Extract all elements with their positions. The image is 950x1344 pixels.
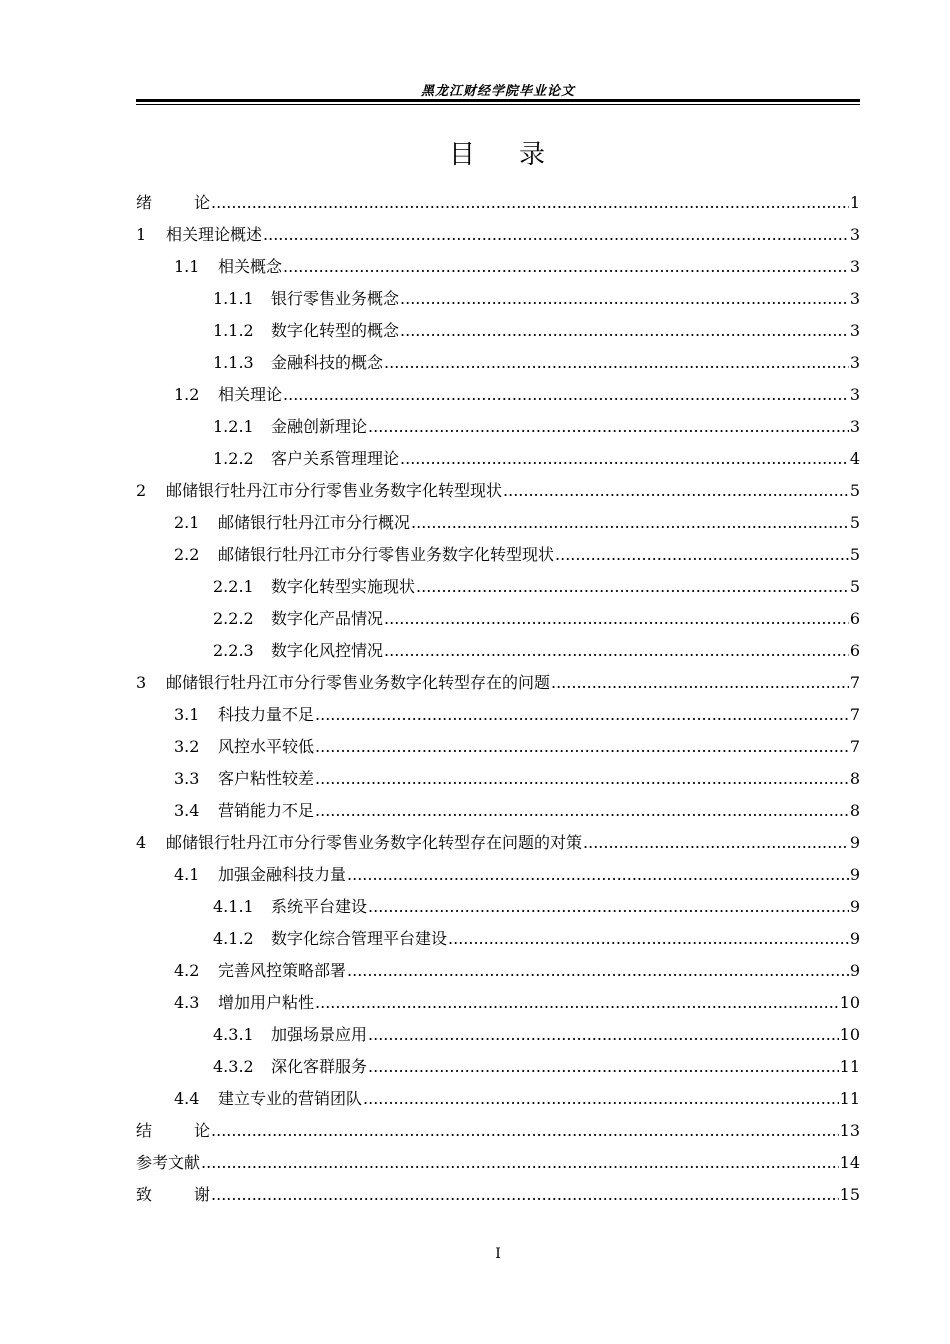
toc-entry-page: 5 [849,577,860,596]
toc-leader-dots [315,993,839,1012]
toc-entry-page: 9 [849,897,860,916]
toc-entry-page: 8 [849,769,860,788]
toc-entry-page: 8 [849,801,860,820]
toc-entry-page: 15 [839,1185,860,1204]
toc-entry-label: 相关概念 [218,257,283,276]
toc-entry-page: 14 [839,1153,860,1172]
toc-entry-label: 深化客群服务 [271,1057,368,1076]
toc-entry-label: 邮储银行牡丹江市分行零售业务数字化转型存在问题的对策 [166,833,583,852]
toc-entry-label: 绪 论 [136,193,211,212]
toc-leader-dots [315,801,849,820]
toc-entry[interactable] [136,798,860,830]
toc-leader-dots [448,929,849,948]
toc-leader-dots [283,385,849,404]
toc-entry-number: 1.1.2 [213,321,254,340]
toc-entry[interactable] [136,542,860,574]
toc-leader-dots [211,1185,839,1204]
toc-entry-label: 数字化转型实施现状 [271,577,416,596]
toc-leader-dots [363,1089,839,1108]
toc-entry-number: 4.4 [174,1089,200,1108]
toc-entry-label: 数字化产品情况 [271,609,384,628]
toc-entry-label: 参考文献 [136,1153,201,1172]
toc-entry[interactable] [136,1054,860,1086]
toc-entry-label: 客户粘性较差 [218,769,315,788]
header-rule-thick [136,99,860,102]
page-header [136,78,860,106]
toc-leader-dots [201,1153,839,1172]
toc-entry-number: 3.2 [174,737,200,756]
toc-entry[interactable] [136,478,860,510]
toc-leader-dots [368,1025,839,1044]
toc-entry-label: 营销能力不足 [218,801,315,820]
toc-leader-dots [211,1121,839,1140]
toc-leader-dots [347,961,849,980]
toc-entry-page: 10 [839,993,860,1012]
toc-entry-number: 3.4 [174,801,200,820]
toc-entry-number: 4.3.1 [213,1025,254,1044]
toc-entry-number: 2.2.3 [213,641,254,660]
toc-entry-page: 5 [849,545,860,564]
toc-entry-page: 9 [849,961,860,980]
toc-leader-dots [416,577,849,596]
toc-entry[interactable] [136,990,860,1022]
toc-entry-label: 邮储银行牡丹江市分行零售业务数字化转型现状 [218,545,555,564]
toc-entry-number: 1 [136,225,147,244]
toc-leader-dots [263,225,849,244]
toc-leader-dots [315,737,849,756]
toc-entry-label: 完善风控策略部署 [218,961,347,980]
toc-entry[interactable] [136,1118,860,1150]
toc-entry-number: 2.1 [174,513,200,532]
toc-entry-page: 3 [849,225,860,244]
toc-entry-number: 2.2 [174,545,200,564]
toc-entry[interactable] [136,190,860,222]
toc-entry[interactable] [136,286,860,318]
toc-entry-page: 6 [849,609,860,628]
toc-entry-page: 9 [849,833,860,852]
toc-entry-label: 建立专业的营销团队 [218,1089,363,1108]
toc-entry-page: 13 [839,1121,860,1140]
toc-entry[interactable] [136,1086,860,1118]
toc-entry-page: 3 [849,417,860,436]
toc-leader-dots [315,769,849,788]
page-number: I [495,1246,501,1262]
toc-entry-number: 4.1.2 [213,929,254,948]
toc-entry-page: 9 [849,929,860,948]
toc-leader-dots [384,353,849,372]
toc-entry[interactable] [136,446,860,478]
toc-leader-dots [503,481,849,500]
toc-entry-label: 加强场景应用 [271,1025,368,1044]
toc-entry-page: 11 [839,1089,860,1108]
toc-entry-number: 1.1.1 [213,289,254,308]
toc-entry[interactable] [136,574,860,606]
toc-leader-dots [368,897,849,916]
toc-leader-dots [384,641,849,660]
toc-entry-page: 4 [849,449,860,468]
toc-entry-label: 致 谢 [136,1185,211,1204]
toc-entry[interactable] [136,254,860,286]
toc-entry[interactable] [136,830,860,862]
toc-entry-page: 5 [849,481,860,500]
toc-leader-dots [583,833,849,852]
toc-entry-page: 11 [839,1057,860,1076]
toc-entry[interactable] [136,1022,860,1054]
toc-title-part1: 目 [448,140,477,170]
toc-entry-number: 1.1.3 [213,353,254,372]
toc-entry[interactable] [136,350,860,382]
toc-entry-label: 数字化风控情况 [271,641,384,660]
toc-entry-page: 3 [849,385,860,404]
toc-entry-page: 10 [839,1025,860,1044]
toc-entry-number: 2.2.1 [213,577,254,596]
toc-entry[interactable] [136,894,860,926]
toc-entry-number: 4 [136,833,147,852]
toc-entry-label: 风控水平较低 [218,737,315,756]
toc-leader-dots [384,609,849,628]
toc-entry-label: 加强金融科技力量 [218,865,347,884]
toc-entry[interactable] [136,734,860,766]
toc-entry-page: 3 [849,353,860,372]
toc-entry[interactable] [136,1150,860,1182]
toc-entry-page: 3 [849,289,860,308]
header-title: 黑龙江财经学院毕业论文 [420,84,575,99]
toc-entry-number: 4.3 [174,993,200,1012]
toc-entry-label: 增加用户粘性 [218,993,315,1012]
toc-entry-label: 金融创新理论 [271,417,368,436]
header-rule-thin [136,104,860,105]
toc-entry-label: 相关理论概述 [166,225,263,244]
toc-entry[interactable] [136,862,860,894]
toc-entry[interactable] [136,510,860,542]
toc-entry[interactable] [136,702,860,734]
toc-entry-number: 3.3 [174,769,200,788]
toc-entry-page: 6 [849,641,860,660]
toc-entry-number: 3 [136,673,147,692]
toc-entry-label: 邮储银行牡丹江市分行零售业务数字化转型现状 [166,481,503,500]
toc-entry-label: 邮储银行牡丹江市分行概况 [218,513,411,532]
toc-entry-number: 2.2.2 [213,609,254,628]
toc-entry-page: 7 [849,673,860,692]
toc-title-part2: 录 [519,140,548,170]
toc-leader-dots [368,1057,839,1076]
toc-leader-dots [400,321,849,340]
toc-entry-number: 1.1 [174,257,200,276]
toc-entry-page: 7 [849,737,860,756]
toc-title [136,134,860,171]
toc-entry-number: 2 [136,481,147,500]
toc-leader-dots [551,673,849,692]
table-of-contents [136,190,860,1214]
toc-entry[interactable] [136,414,860,446]
toc-entry-label: 金融科技的概念 [271,353,384,372]
toc-entry-label: 客户关系管理理论 [271,449,400,468]
toc-entry[interactable] [136,222,860,254]
toc-entry[interactable] [136,766,860,798]
toc-entry-label: 数字化综合管理平台建设 [271,929,448,948]
toc-leader-dots [400,449,849,468]
toc-entry-label: 科技力量不足 [218,705,315,724]
toc-entry-page: 9 [849,865,860,884]
toc-entry-number: 4.2 [174,961,200,980]
toc-entry-number: 4.1 [174,865,200,884]
toc-entry-page: 5 [849,513,860,532]
toc-entry-label: 数字化转型的概念 [271,321,400,340]
toc-entry[interactable] [136,1182,860,1214]
toc-entry-label: 结 论 [136,1121,211,1140]
toc-leader-dots [211,193,849,212]
toc-entry-number: 1.2 [174,385,200,404]
toc-leader-dots [368,417,849,436]
toc-entry-page: 3 [849,257,860,276]
toc-entry-page: 7 [849,705,860,724]
toc-entry-number: 1.2.1 [213,417,254,436]
toc-entry[interactable] [136,606,860,638]
toc-entry-number: 3.1 [174,705,200,724]
toc-leader-dots [555,545,849,564]
toc-entry[interactable] [136,382,860,414]
toc-entry[interactable] [136,638,860,670]
toc-entry-number: 4.3.2 [213,1057,254,1076]
toc-entry-label: 邮储银行牡丹江市分行零售业务数字化转型存在的问题 [166,673,551,692]
toc-entry-label: 银行零售业务概念 [271,289,400,308]
toc-entry[interactable] [136,958,860,990]
toc-leader-dots [283,257,849,276]
toc-leader-dots [411,513,849,532]
toc-entry-number: 1.2.2 [213,449,254,468]
toc-leader-dots [347,865,849,884]
toc-entry[interactable] [136,670,860,702]
toc-leader-dots [315,705,849,724]
toc-entry-page: 1 [849,193,860,212]
toc-entry-page: 3 [849,321,860,340]
toc-entry-label: 相关理论 [218,385,283,404]
toc-leader-dots [400,289,849,308]
toc-entry[interactable] [136,926,860,958]
toc-entry-label: 系统平台建设 [271,897,368,916]
toc-entry-number: 4.1.1 [213,897,254,916]
toc-entry[interactable] [136,318,860,350]
